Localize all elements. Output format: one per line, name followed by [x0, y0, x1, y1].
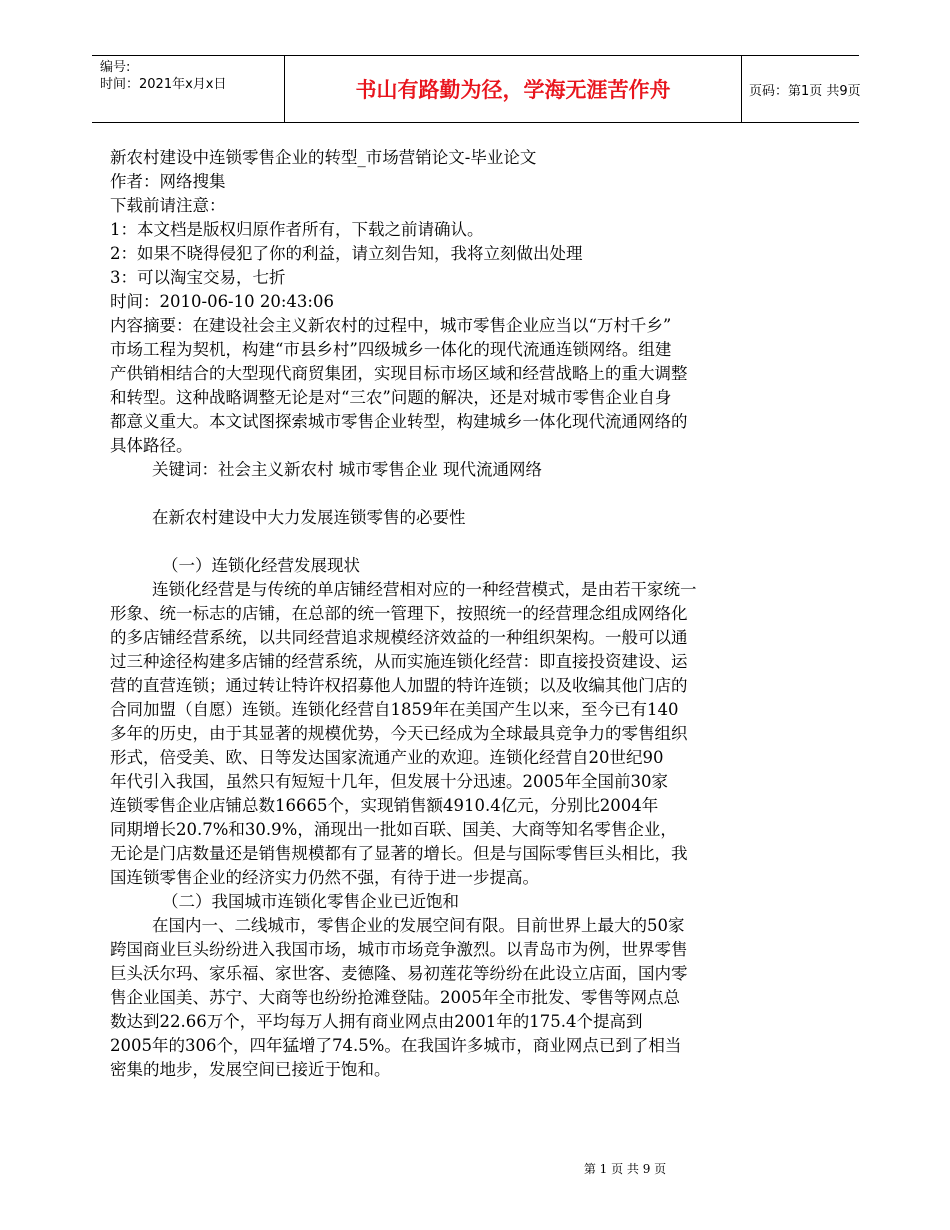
abstract-line: 具体路径。 — [110, 436, 193, 455]
doc-author: 作者：网络搜集 — [110, 172, 226, 191]
para2-line: 密集的地步，发展空间已接近于饱和。 — [110, 1060, 391, 1079]
para2-line: 跨国商业巨头纷纷进入我国市场，城市市场竞争激烈。以青岛市为例，世界零售 — [110, 940, 688, 959]
para1-line: 连锁化经营是与传统的单店铺经营相对应的一种经营模式，是由若干家统一 — [152, 580, 697, 599]
para1-line: 形象、统一标志的店铺，在总部的统一管理下，按照统一的经营理念组成网络化 — [110, 604, 688, 623]
para2-line: 数达到22.66万个，平均每万人拥有商业网点由2001年的175.4个提高到 — [110, 1012, 643, 1031]
para1-line: 无论是门店数量还是销售规模都有了显著的增长。但是与国际零售巨头相比，我 — [110, 844, 688, 863]
header-motto: 书山有路勤为径，学海无涯苦作舟 — [284, 56, 742, 122]
doc-time: 时间：2010-06-10 20:43:06 — [110, 292, 334, 311]
abstract-line: 内容摘要：在建设社会主义新农村的过程中，城市零售企业应当以“万村千乡” — [110, 316, 672, 335]
abstract-line: 产供销相结合的大型现代商贸集团，实现目标市场区域和经营战略上的重大调整 — [110, 364, 688, 383]
para1-line: 的多店铺经营系统，以共同经营追求规模经济效益的一种组织架构。一般可以通 — [110, 628, 688, 647]
abstract-line: 市场工程为契机，构建“市县乡村”四级城乡一体化的现代流通连锁网络。组建 — [110, 340, 672, 359]
document-body — [110, 146, 770, 1082]
doc-title: 新农村建设中连锁零售企业的转型_市场营销论文-毕业论文 — [110, 148, 537, 167]
para1-line: 营的直营连锁；通过转让特许权招募他人加盟的特许连锁；以及收编其他门店的 — [110, 676, 688, 695]
page-header — [92, 55, 859, 123]
para1-line: 形式，倍受美、欧、日等发达国家流通产业的欢迎。连锁化经营自20世纪90 — [110, 748, 664, 767]
subsection-heading-1: （一）连锁化经营发展现状 — [162, 556, 360, 575]
download-notice: 下载前请注意： — [110, 196, 226, 215]
note-3: 3：可以淘宝交易，七折 — [110, 268, 286, 287]
para1-line: 国连锁零售企业的经济实力仍然不强，有待于进一步提高。 — [110, 868, 539, 887]
para2-line: 巨头沃尔玛、家乐福、家世客、麦德隆、易初莲花等纷纷在此设立店面，国内零 — [110, 964, 688, 983]
number-label: 编号: — [100, 60, 131, 75]
time-label: 时间：2021年x月x日 — [100, 77, 227, 92]
para2-line: 2005年的306个，四年猛增了74.5%。在我国许多城市，商业网点已到了相当 — [110, 1036, 682, 1055]
para2-line: 在国内一、二线城市，零售企业的发展空间有限。目前世界上最大的50家 — [152, 916, 685, 935]
header-left — [92, 56, 284, 122]
para1-line: 连锁零售企业店铺总数16665个，实现销售额4910.4亿元，分别比2004年 — [110, 796, 659, 815]
para1-line: 同期增长20.7%和30.9%，涌现出一批如百联、国美、大商等知名零售企业， — [110, 820, 677, 839]
note-1: 1：本文档是版权归原作者所有，下载之前请确认。 — [110, 220, 484, 239]
header-page-label: 页码：第1页 共9页 — [749, 83, 861, 99]
abstract-line: 和转型。这种战略调整无论是对“三农”问题的解决，还是对城市零售企业自身 — [110, 388, 672, 407]
para1-line: 过三种途径构建多店铺的经营系统，从而实施连锁化经营：即直接投资建设、运 — [110, 652, 688, 671]
section-heading: 在新农村建设中大力发展连锁零售的必要性 — [152, 508, 466, 527]
abstract-line: 都意义重大。本文试图探索城市零售企业转型，构建城乡一体化现代流通网络的 — [110, 412, 688, 431]
para2-line: 售企业国美、苏宁、大商等也纷纷抢滩登陆。2005年全市批发、零售等网点总 — [110, 988, 680, 1007]
keywords: 关键词：社会主义新农村 城市零售企业 现代流通网络 — [152, 460, 542, 479]
page-footer: 第 1 页 共 9 页 — [583, 1162, 667, 1176]
note-2: 2：如果不晓得侵犯了你的利益，请立刻告知，我将立刻做出处理 — [110, 244, 583, 263]
subsection-heading-2: （二）我国城市连锁化零售企业已近饱和 — [162, 892, 459, 911]
para1-line: 合同加盟（自愿）连锁。连锁化经营自1859年在美国产生以来，至今已有140 — [110, 700, 679, 719]
para1-line: 年代引入我国，虽然只有短短十几年，但发展十分迅速。2005年全国前30家 — [110, 772, 668, 791]
para1-line: 多年的历史，由于其显著的规模优势，今天已经成为全球最具竞争力的零售组织 — [110, 724, 688, 743]
